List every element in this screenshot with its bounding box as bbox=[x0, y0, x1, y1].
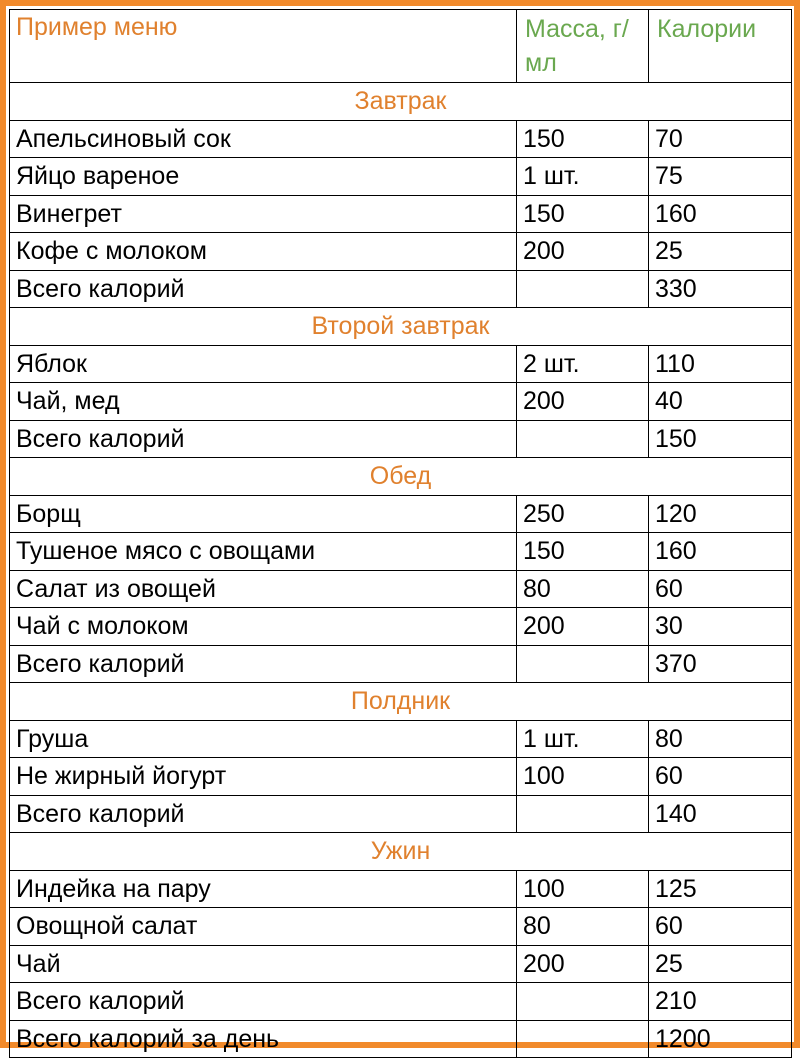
table-row bbox=[10, 570, 792, 608]
day-total-row bbox=[10, 1020, 792, 1058]
section-total-row bbox=[10, 645, 792, 683]
dish-name: Не жирный йогурт bbox=[10, 758, 517, 796]
table-row bbox=[10, 908, 792, 946]
table-row bbox=[10, 158, 792, 196]
dish-name: Чай с молоком bbox=[10, 608, 517, 646]
dish-calories: 30 bbox=[649, 608, 792, 646]
dish-mass: 150 bbox=[517, 120, 649, 158]
total-label: Всего калорий bbox=[10, 645, 517, 683]
table-row bbox=[10, 608, 792, 646]
total-calories: 210 bbox=[649, 983, 792, 1021]
dish-calories: 125 bbox=[649, 870, 792, 908]
total-mass-empty bbox=[517, 795, 649, 833]
dish-calories: 70 bbox=[649, 120, 792, 158]
dish-mass: 80 bbox=[517, 570, 649, 608]
menu-body bbox=[10, 83, 792, 1058]
dish-mass: 200 bbox=[517, 608, 649, 646]
dish-name: Апельсиновый сок bbox=[10, 120, 517, 158]
total-calories: 150 bbox=[649, 420, 792, 458]
dish-mass: 150 bbox=[517, 195, 649, 233]
section-header-row bbox=[10, 683, 792, 721]
dish-mass: 250 bbox=[517, 495, 649, 533]
header-calories: Калории bbox=[649, 10, 792, 83]
table-row bbox=[10, 870, 792, 908]
dish-mass: 1 шт. bbox=[517, 720, 649, 758]
section-header-row bbox=[10, 308, 792, 346]
section-header-row bbox=[10, 83, 792, 121]
section-total-row bbox=[10, 270, 792, 308]
section-title: Полдник bbox=[10, 683, 792, 721]
dish-calories: 160 bbox=[649, 195, 792, 233]
dish-calories: 75 bbox=[649, 158, 792, 196]
section-title: Завтрак bbox=[10, 83, 792, 121]
table-row bbox=[10, 383, 792, 421]
section-total-row bbox=[10, 795, 792, 833]
dish-name: Индейка на пару bbox=[10, 870, 517, 908]
total-mass-empty bbox=[517, 983, 649, 1021]
dish-name: Яблок bbox=[10, 345, 517, 383]
section-header-row bbox=[10, 833, 792, 871]
section-header-row bbox=[10, 458, 792, 496]
dish-calories: 25 bbox=[649, 945, 792, 983]
total-mass-empty bbox=[517, 270, 649, 308]
table-row bbox=[10, 345, 792, 383]
dish-calories: 60 bbox=[649, 570, 792, 608]
dish-name: Груша bbox=[10, 720, 517, 758]
table-row bbox=[10, 195, 792, 233]
total-calories: 370 bbox=[649, 645, 792, 683]
header-mass: Масса, г/мл bbox=[517, 10, 649, 83]
total-label: Всего калорий bbox=[10, 420, 517, 458]
dish-calories: 160 bbox=[649, 533, 792, 571]
dish-name: Кофе с молоком bbox=[10, 233, 517, 271]
dish-calories: 25 bbox=[649, 233, 792, 271]
dish-name: Яйцо вареное bbox=[10, 158, 517, 196]
total-label: Всего калорий bbox=[10, 795, 517, 833]
dish-name: Борщ bbox=[10, 495, 517, 533]
table-row bbox=[10, 495, 792, 533]
dish-calories: 110 bbox=[649, 345, 792, 383]
header-title: Пример меню bbox=[10, 10, 517, 83]
dish-mass: 200 bbox=[517, 233, 649, 271]
total-mass-empty bbox=[517, 420, 649, 458]
dish-mass: 80 bbox=[517, 908, 649, 946]
table-row bbox=[10, 533, 792, 571]
dish-name: Чай bbox=[10, 945, 517, 983]
dish-mass: 150 bbox=[517, 533, 649, 571]
menu-table bbox=[9, 9, 792, 1058]
day-total-calories: 1200 bbox=[649, 1020, 792, 1058]
table-row bbox=[10, 758, 792, 796]
dish-name: Салат из овощей bbox=[10, 570, 517, 608]
section-title: Обед bbox=[10, 458, 792, 496]
dish-calories: 80 bbox=[649, 720, 792, 758]
dish-mass: 200 bbox=[517, 383, 649, 421]
section-title: Ужин bbox=[10, 833, 792, 871]
dish-mass: 2 шт. bbox=[517, 345, 649, 383]
dish-calories: 60 bbox=[649, 908, 792, 946]
total-label: Всего калорий bbox=[10, 983, 517, 1021]
table-row bbox=[10, 945, 792, 983]
table-row bbox=[10, 720, 792, 758]
table-row bbox=[10, 120, 792, 158]
total-label: Всего калорий bbox=[10, 270, 517, 308]
dish-calories: 60 bbox=[649, 758, 792, 796]
total-mass-empty bbox=[517, 645, 649, 683]
dish-mass: 100 bbox=[517, 870, 649, 908]
section-total-row bbox=[10, 420, 792, 458]
dish-mass: 200 bbox=[517, 945, 649, 983]
day-total-mass-empty bbox=[517, 1020, 649, 1058]
total-calories: 330 bbox=[649, 270, 792, 308]
section-title: Второй завтрак bbox=[10, 308, 792, 346]
dish-mass: 1 шт. bbox=[517, 158, 649, 196]
dish-name: Тушеное мясо с овощами bbox=[10, 533, 517, 571]
dish-mass: 100 bbox=[517, 758, 649, 796]
dish-name: Чай, мед bbox=[10, 383, 517, 421]
dish-calories: 40 bbox=[649, 383, 792, 421]
dish-name: Винегрет bbox=[10, 195, 517, 233]
section-total-row bbox=[10, 983, 792, 1021]
dish-calories: 120 bbox=[649, 495, 792, 533]
header-row bbox=[10, 10, 792, 83]
table-row bbox=[10, 233, 792, 271]
day-total-label: Всего калорий за день bbox=[10, 1020, 517, 1058]
dish-name: Овощной салат bbox=[10, 908, 517, 946]
total-calories: 140 bbox=[649, 795, 792, 833]
